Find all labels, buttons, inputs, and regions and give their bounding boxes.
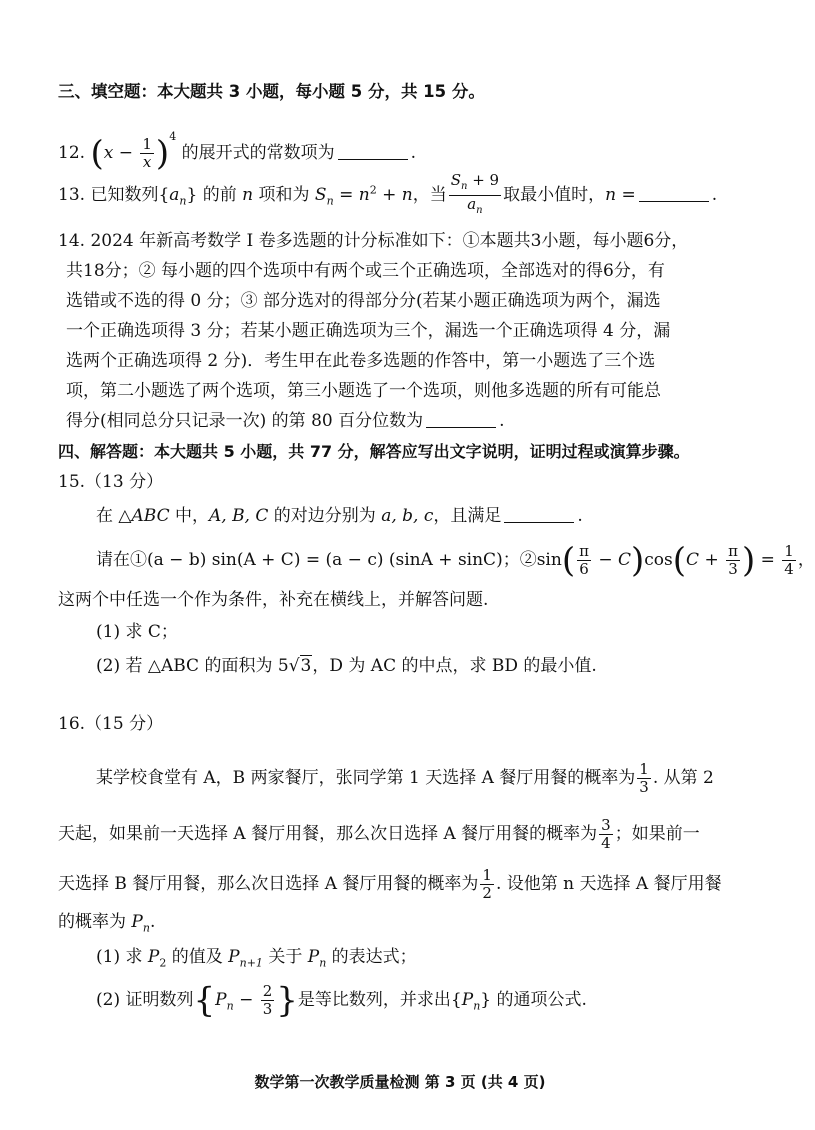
q16-p1b: 的值及 xyxy=(166,947,229,967)
q16-brace-left: { xyxy=(193,980,216,1021)
q15-pi-over-3 xyxy=(726,543,740,578)
q12-text: 的展开式的常数项为 xyxy=(181,143,335,163)
q16-frac-2 xyxy=(599,817,613,852)
question-12: 12. (x − $\frac{1}{x}$ )$^4$ 的展开式的常数项为 . xyxy=(58,130,416,174)
q13-t5: 取最小值时， xyxy=(503,185,606,205)
q16-f3d: 2 xyxy=(482,884,492,902)
q16-line-3 xyxy=(58,864,760,904)
q14-line-1 xyxy=(58,229,760,253)
q16-frac-4 xyxy=(261,983,275,1018)
q16-P-sub: n xyxy=(142,921,150,935)
q15-pi-2: π xyxy=(728,542,738,560)
q16-Pn3-sub: n xyxy=(473,999,481,1013)
q13-S-sub: n xyxy=(326,194,334,208)
q15-line-2: 请在①(a − b) sin(A + C) = (a − c) (sinA + sinC)；②sin( $\frac{\pi}{6}$ − C)cos(C + $\frac{\pi}{3}$ ) = $\frac{1}{4}$ ， xyxy=(96,540,815,581)
q15-p2b: ，D 为 AC 的中点，求 BD 的最小值. xyxy=(312,656,597,676)
q16-Pn: P xyxy=(307,947,320,967)
q16-Pn1-sub: n+1 xyxy=(239,956,263,970)
q15-p2a: (2) 若 △ABC 的面积为 5 xyxy=(96,656,289,676)
q15-line-1 xyxy=(96,504,760,528)
q14-line-3: 选错或不选的得 0 分；③ 部分选对的得部分分(若某小题正确选项为两个，漏选 xyxy=(66,291,661,311)
q13-frac-S-sub: n xyxy=(460,181,468,192)
question-13 xyxy=(58,172,760,219)
q14-line-5: 选两个正确选项得 2 分)．考生甲在此卷多选题的作答中，第一小题选了三个选 xyxy=(66,351,656,371)
q15-l1d: ，且满足 xyxy=(433,506,502,526)
q13-a-sub: n xyxy=(179,194,187,208)
section4-heading: 四、解答题：本大题共 5 小题，共 77 分，解答应写出文字说明，证明过程或演算步骤。 xyxy=(58,442,690,461)
page-footer: 数学第一次教学质量检测 第 3 页 (共 4 页) xyxy=(254,1073,546,1091)
q16-l2a: 天起，如果前一天选择 A 餐厅用餐，那么次日选择 A 餐厅用餐的概率为 xyxy=(58,824,598,844)
q15-root: 3 xyxy=(300,656,312,676)
q13-answer-blank[interactable] xyxy=(639,185,709,202)
q13-frac-a-sub: n xyxy=(476,205,483,216)
q16-P2: P xyxy=(147,947,160,967)
q16-frac-3 xyxy=(480,867,494,902)
q16-brace-right: } xyxy=(276,980,298,1021)
q13-S: S xyxy=(314,185,327,205)
q16-P2-sub: 2 xyxy=(159,956,167,970)
q15-six: 6 xyxy=(579,560,589,578)
q13-eq: = xyxy=(333,185,359,205)
q15-cos: cos xyxy=(644,550,673,570)
q15-sides: a, b, c xyxy=(381,506,434,526)
q15-l1c: 的对边分别为 xyxy=(268,506,382,526)
q13-n2: n xyxy=(358,185,370,205)
q12-end: . xyxy=(410,143,416,163)
q15-quarter xyxy=(782,543,796,578)
q14-number: 14. xyxy=(58,231,86,251)
q16-p1a: (1) 求 xyxy=(96,947,148,967)
q15-quarter-num: 1 xyxy=(784,542,794,560)
q14-line-2: 共18分；② 每小题的四个选项中有两个或三个正确选项，全部选对的得6分，有 xyxy=(66,261,665,281)
q13-frac-num: + 9 xyxy=(472,171,500,189)
q16-f4d: 3 xyxy=(262,1000,273,1018)
q16-Pn1: P xyxy=(228,947,240,967)
q15-Cplus: C + xyxy=(686,550,725,570)
q16-minus: − xyxy=(233,990,259,1010)
q13-n3: n xyxy=(401,185,413,205)
q15-pi-1: π xyxy=(579,542,589,560)
q15-number: 15.（13 分） xyxy=(58,472,164,492)
q14-line-7 xyxy=(66,409,760,433)
q13-t3: 项和为 xyxy=(258,185,310,205)
q14-text-1: 2024 年新高考数学 Ⅰ 卷多选题的计分标准如下：①本题共3小题，每小题6分， xyxy=(90,231,689,251)
q15-l1b: 中， xyxy=(169,506,209,526)
q16-l3a: 天选择 B 餐厅用餐，那么次日选择 A 餐厅用餐的概率为 xyxy=(58,874,479,894)
q16-l1b: . 从第 2 xyxy=(652,768,714,788)
q16-frac-1 xyxy=(637,761,651,796)
q16-part-1 xyxy=(96,945,760,975)
q16-f1n: 1 xyxy=(639,760,649,778)
q16-l4a: 的概率为 xyxy=(58,912,132,932)
q12-frac-den: x xyxy=(142,153,152,171)
q13-end: . xyxy=(711,185,718,205)
q16-l2b: ；如果前一 xyxy=(614,824,700,844)
q13-fraction xyxy=(449,172,501,219)
q16-Pn-sub: n xyxy=(319,956,327,970)
q15-three: 3 xyxy=(728,560,738,578)
q16-p1d: 的表达式； xyxy=(326,947,417,967)
q16-p1c: 关于 xyxy=(262,947,308,967)
q15-part-1: (1) 求 C； xyxy=(96,622,178,642)
q16-number: 16.（15 分） xyxy=(58,714,164,734)
q15-pi-over-6 xyxy=(577,543,591,578)
q13-t2: } 的前 xyxy=(186,185,237,205)
q15-cond2-sin: ②sin xyxy=(519,550,562,570)
q16-part-2 xyxy=(96,980,760,1026)
section3-heading: 三、填空题：本大题共 3 小题，每小题 5 分，共 15 分。 xyxy=(58,82,485,101)
q14-line-6: 项，第二小题选了两个选项，第三小题选了一个选项，则他多选题的所有可能总 xyxy=(66,381,661,401)
q14-line-4: 一个正确选项得 3 分；若某小题正确选项为三个，漏选一个正确选项得 4 分，漏 xyxy=(66,321,671,341)
q16-p2b: 是等比数列，并求出{ xyxy=(297,990,462,1010)
q15-condition-1: ①(a − b) sin(A + C) = (a − c) (sinA + sinC)； xyxy=(130,550,520,570)
q15-quarter-den: 4 xyxy=(784,560,794,578)
q12-frac-num: 1 xyxy=(142,135,152,153)
q12-var: x xyxy=(103,143,114,163)
q16-f2d: 4 xyxy=(601,834,611,852)
q16-f1d: 3 xyxy=(639,778,649,796)
q16-f2n: 3 xyxy=(601,816,611,834)
q15-cond-intro: 请在 xyxy=(96,550,130,570)
q13-a: a xyxy=(169,185,180,205)
q15-line-3: 这两个中任选一个作为条件，补充在横线上，并解答问题. xyxy=(58,590,489,610)
q16-line-2 xyxy=(58,814,760,854)
q16-Pn2-sub: n xyxy=(226,999,234,1013)
q15-eqsign: = xyxy=(755,550,781,570)
q15-comma: ， xyxy=(797,550,815,570)
q13-number: 13. xyxy=(58,185,86,205)
q15-abc: ABC xyxy=(131,506,170,526)
q16-line-4 xyxy=(58,910,760,940)
q13-sq: 2 xyxy=(369,183,377,197)
q13-t4: ，当 xyxy=(412,185,447,205)
q15-part-2: (2) 若 △ABC 的面积为 5√3，D 为 AC 的中点，求 BD 的最小值. xyxy=(96,656,597,676)
q16-p2c: } 的通项公式. xyxy=(480,990,587,1010)
q13-t6: n = xyxy=(605,185,636,205)
q16-line-1 xyxy=(96,758,760,798)
q12-number: 12. xyxy=(58,143,86,163)
q12-fraction xyxy=(140,136,154,171)
q16-f4n: 2 xyxy=(262,982,273,1000)
q16-l4b: . xyxy=(149,912,156,932)
q13-plus: + xyxy=(376,185,402,205)
q15-l1a: 在 △ xyxy=(96,506,132,526)
q13-frac-a: a xyxy=(467,195,477,213)
q15-end: . xyxy=(577,506,583,526)
q16-l3b: . 设他第 n 天选择 A 餐厅用餐 xyxy=(495,874,722,894)
q13-frac-S: S xyxy=(450,171,461,189)
q12-answer-blank[interactable] xyxy=(338,143,408,160)
q16-f3n: 1 xyxy=(482,866,492,884)
q16-l1a: 某学校食堂有 A，B 两家餐厅，张同学第 1 天选择 A 餐厅用餐的概率为 xyxy=(96,768,636,788)
q16-Pn3: P xyxy=(461,990,474,1010)
q12-exponent: 4 xyxy=(169,130,177,143)
q15-condition-blank[interactable] xyxy=(504,506,574,523)
q14-answer-blank[interactable] xyxy=(426,411,496,428)
q16-P: P xyxy=(131,912,143,932)
q14-last-text: 得分(相同总分只记录一次) 的第 80 百分位数为 xyxy=(66,411,424,431)
q15-minusC: − C xyxy=(592,550,632,570)
q15-abc2: A, B, C xyxy=(208,506,269,526)
q12-minus: − xyxy=(113,143,139,163)
q16-Pn2: P xyxy=(215,990,227,1010)
q16-p2a: (2) 证明数列 xyxy=(96,990,194,1010)
q13-n: n xyxy=(242,185,254,205)
q14-end: . xyxy=(499,411,505,431)
q13-t1: 已知数列{ xyxy=(90,185,170,205)
